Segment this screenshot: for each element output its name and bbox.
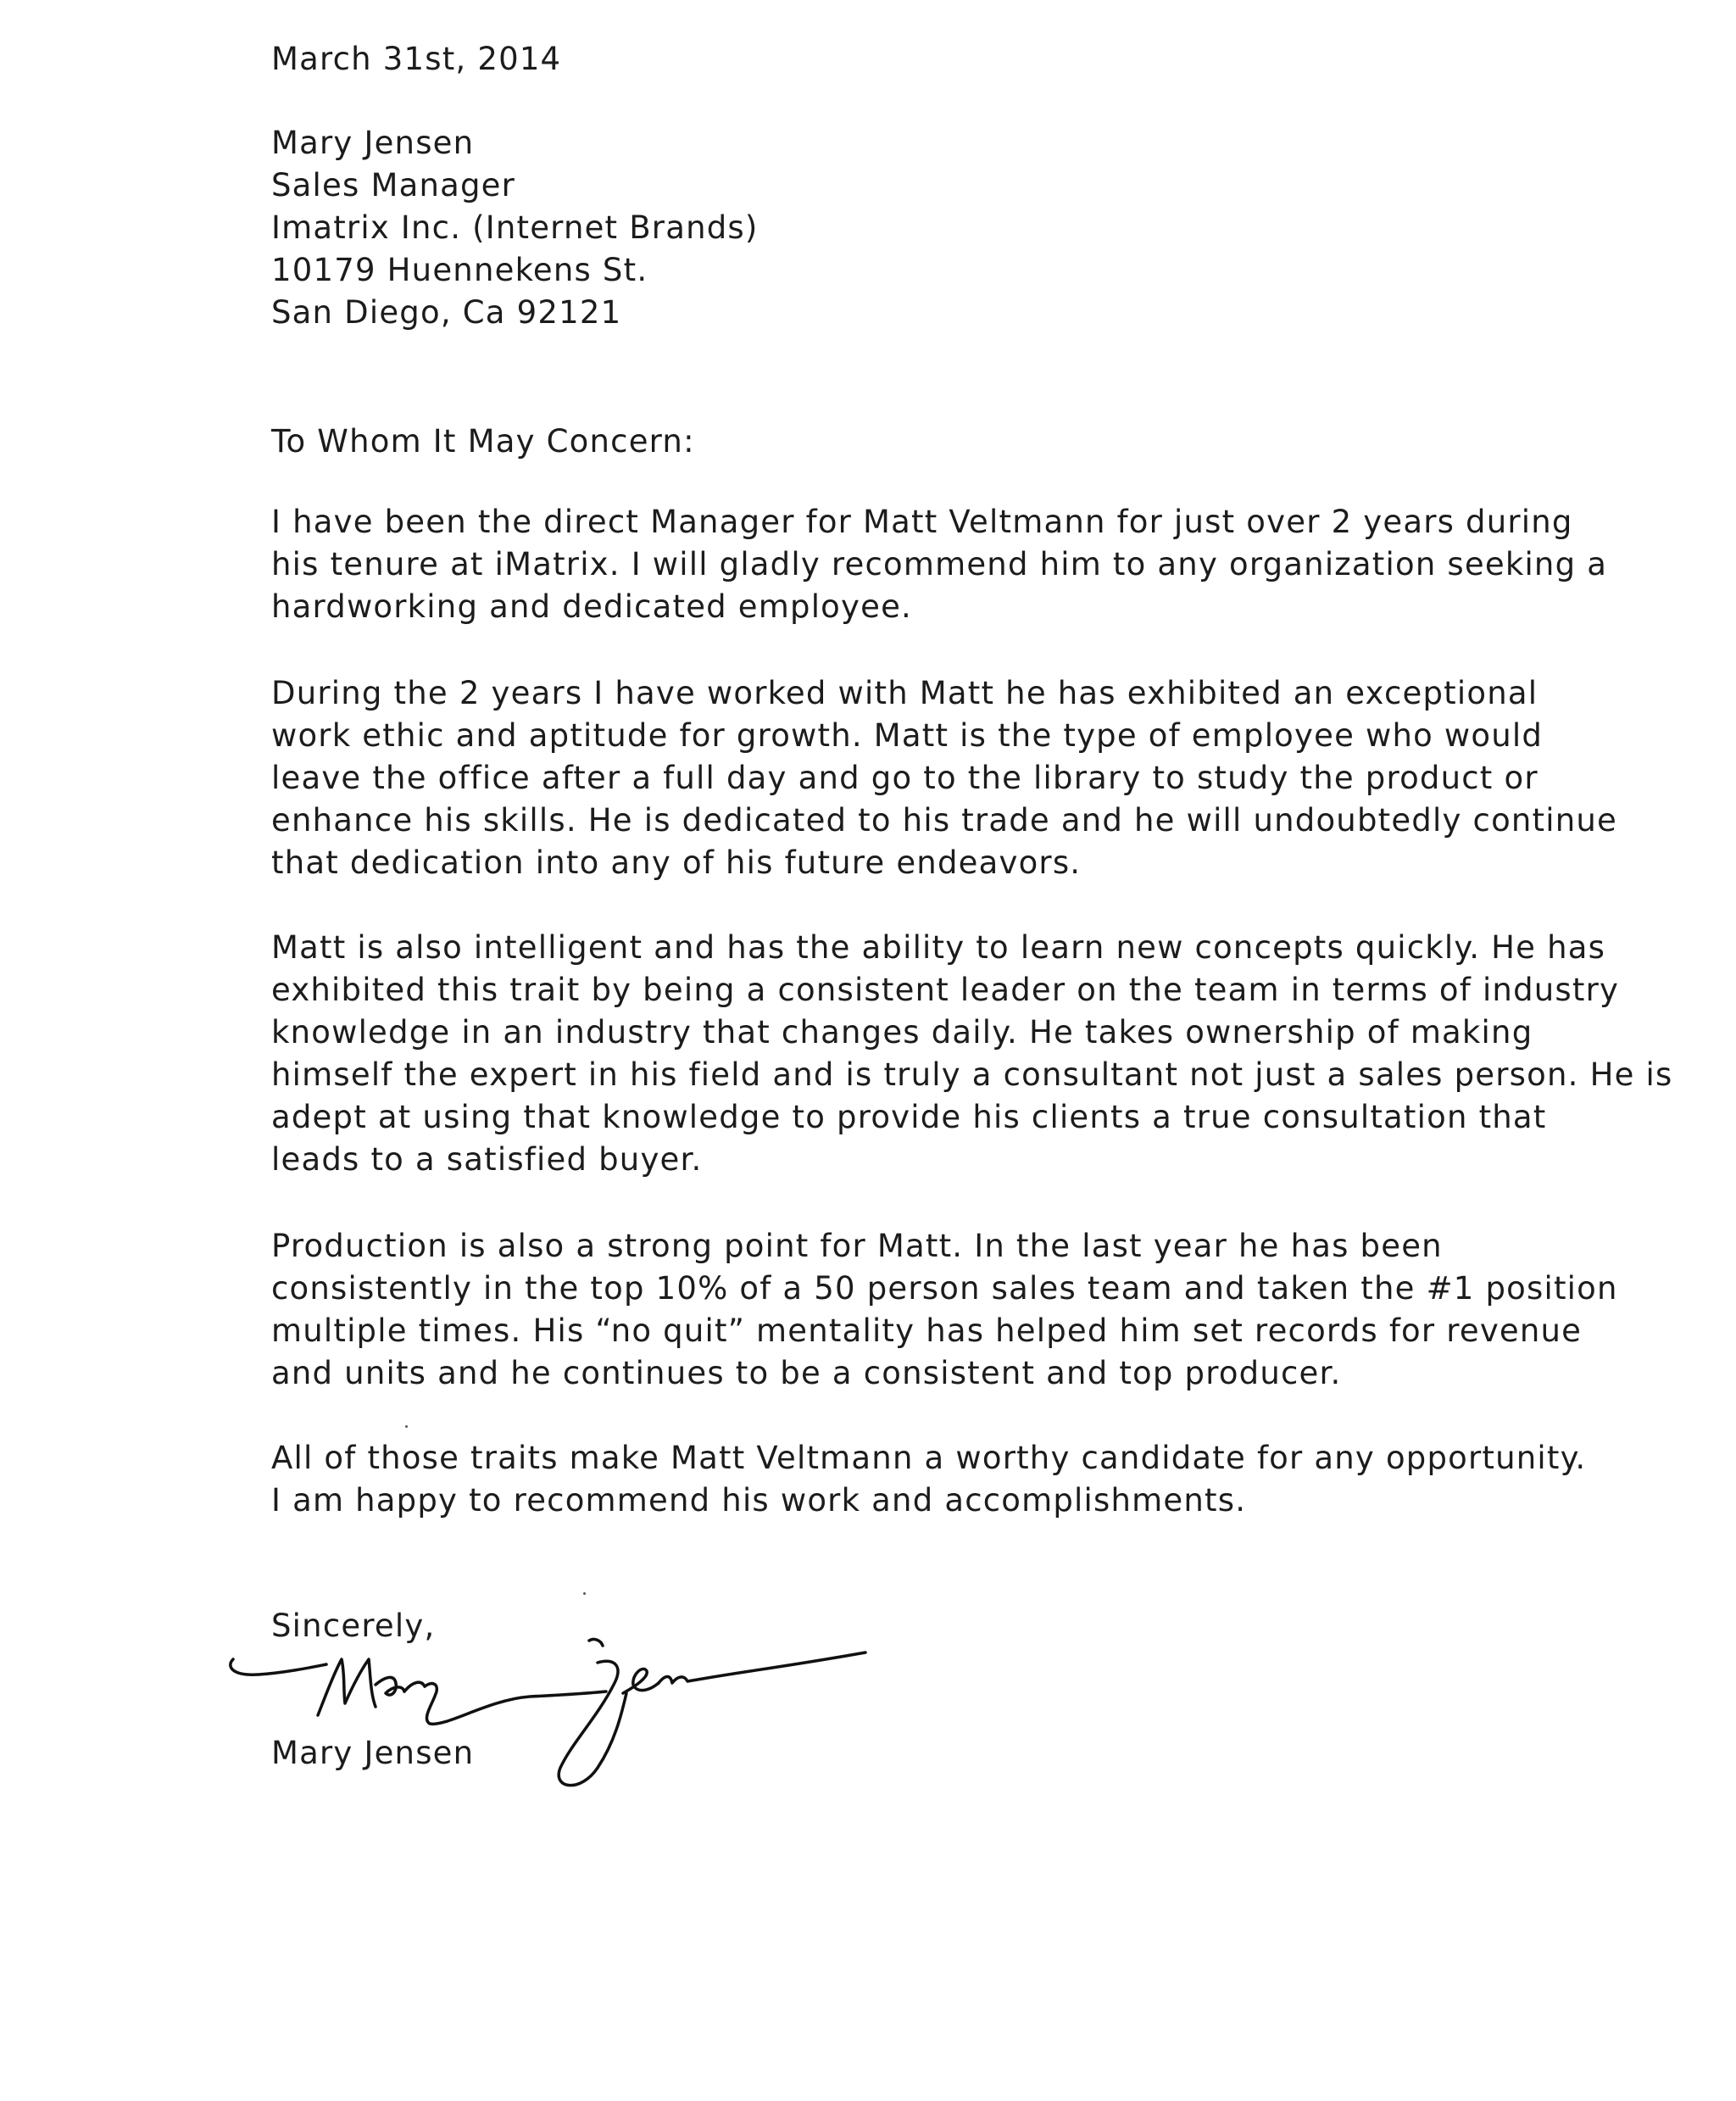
signature-name: Mary Jensen — [271, 1735, 475, 1771]
paragraph-5-line-2: I am happy to recommend his work and accomplishments. — [271, 1482, 1247, 1519]
sender-street: 10179 Huennekens St. — [271, 252, 648, 288]
sender-city: San Diego, Ca 92121 — [271, 294, 622, 331]
paragraph-2-line-1: During the 2 years I have worked with Matt he has exhibited an exceptional — [271, 675, 1538, 711]
sender-name: Mary Jensen — [271, 125, 475, 161]
closing: Sincerely, — [271, 1608, 436, 1644]
paragraph-1-line-1: I have been the direct Manager for Matt Veltmann for just over 2 years during — [271, 504, 1573, 540]
sender-title: Sales Manager — [271, 167, 516, 203]
handwritten-signature — [225, 1615, 903, 1810]
paragraph-3-line-5: adept at using that knowledge to provide his clients a true consultation that — [271, 1099, 1547, 1135]
paragraph-3-line-6: leads to a satisfied buyer. — [271, 1141, 703, 1178]
scan-speck — [583, 1592, 586, 1595]
paragraph-3-line-2: exhibited this trait by being a consistent leader on the team in terms of industry — [271, 972, 1620, 1008]
paragraph-4-line-3: multiple times. His “no quit” mentality has helped him set records for revenue — [271, 1312, 1583, 1349]
salutation: To Whom It May Concern: — [271, 423, 695, 460]
paragraph-4-line-2: consistently in the top 10% of a 50 person sales team and taken the #1 position — [271, 1270, 1618, 1307]
paragraph-3-line-3: knowledge in an industry that changes daily. He takes ownership of making — [271, 1014, 1533, 1050]
paragraph-1-line-3: hardworking and dedicated employee. — [271, 588, 913, 625]
paragraph-2-line-3: leave the office after a full day and go to the library to study the product or — [271, 760, 1538, 796]
paragraph-2-line-5: that dedication into any of his future endeavors. — [271, 844, 1082, 881]
paragraph-5-line-1: All of those traits make Matt Veltmann a worthy candidate for any opportunity. — [271, 1440, 1587, 1476]
paragraph-1-line-2: his tenure at iMatrix. I will gladly recommend him to any organization seeking a — [271, 546, 1608, 582]
paragraph-4-line-1: Production is also a strong point for Matt. In the last year he has been — [271, 1228, 1443, 1264]
paragraph-2-line-2: work ethic and aptitude for growth. Matt is the type of employee who would — [271, 717, 1544, 754]
paragraph-3-line-1: Matt is also intelligent and has the ability to learn new concepts quickly. He has — [271, 929, 1606, 966]
paragraph-2-line-4: enhance his skills. He is dedicated to his trade and he will undoubtedly continue — [271, 802, 1618, 839]
paragraph-3-line-4: himself the expert in his field and is truly a consultant not just a sales person. He is — [271, 1056, 1673, 1093]
scan-speck — [405, 1425, 408, 1428]
letter-date: March 31st, 2014 — [271, 41, 562, 77]
paragraph-4-line-4: and units and he continues to be a consistent and top producer. — [271, 1355, 1342, 1391]
sender-company: Imatrix Inc. (Internet Brands) — [271, 209, 759, 246]
